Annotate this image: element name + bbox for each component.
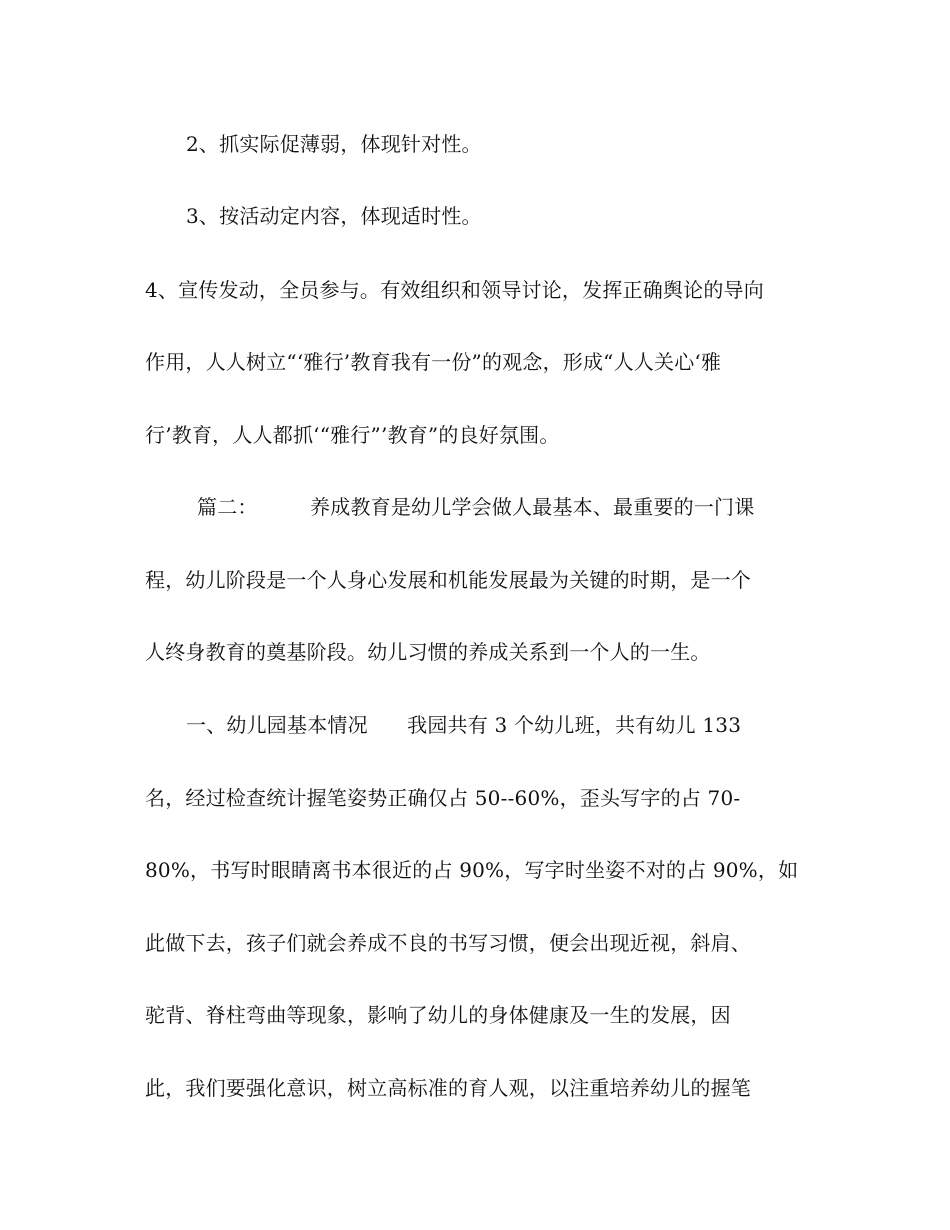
- subsection-heading-line: 一、幼儿园基本情况 我园共有 3 个幼儿班，共有幼儿 133: [186, 713, 742, 737]
- paragraph-line-7: 程，幼儿阶段是一个人身心发展和机能发展最为关键的时期，是一个: [145, 568, 751, 592]
- paragraph-line-13: 驼背、脊柱弯曲等现象，影响了幼儿的身体健康及一生的发展，因: [145, 1003, 731, 1027]
- paragraph-line-14: 此，我们要强化意识，树立高标准的育人观，以注重培养幼儿的握笔: [145, 1076, 751, 1100]
- paragraph-line-3: 4、宣传发动，全员参与。有效组织和领导讨论，发挥正确舆论的导向: [145, 278, 764, 302]
- paragraph-line-4: 作用，人人树立“‘雅行’教育我有一份”的观念，形成“人人关心‘雅: [145, 350, 722, 374]
- paragraph-line-2: 3、按活动定内容，体现适时性。: [186, 204, 482, 228]
- paragraph-line-1: 2、抓实际促薄弱，体现针对性。: [186, 132, 482, 156]
- paragraph-line-8: 人终身教育的奠基阶段。幼儿习惯的养成关系到一个人的一生。: [145, 640, 711, 664]
- paragraph-line-5: 行’教育，人人都抓‘“雅行”’教育”的良好氛围。: [145, 423, 560, 447]
- paragraph-line-12: 此做下去，孩子们就会养成不良的书写习惯，便会出现近视，斜肩、: [145, 931, 751, 955]
- paragraph-line-11: 80%，书写时眼睛离书本很近的占 90%，写字时坐姿不对的占 90%，如: [145, 858, 799, 882]
- paragraph-line-10: 名，经过检查统计握笔姿势正确仅占 50--60%，歪头写字的占 70-: [145, 786, 741, 810]
- section-heading-line: 篇二： 养成教育是幼儿学会做人最基本、最重要的一门课: [197, 495, 755, 519]
